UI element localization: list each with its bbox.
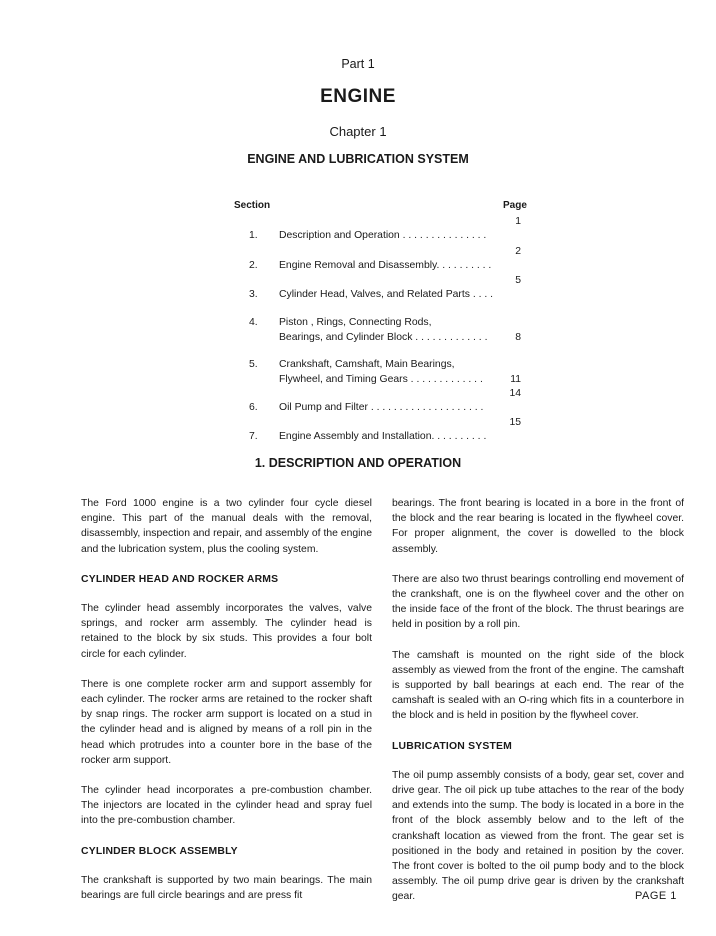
paragraph: There is one complete rocker arm and support assembly for each cylinder. The rocker arms are retained to the rocker shaft by snap rings. The rocker arm support is located on a stud in the cylinder head and is aligned by means of a roll pin in the head which protrudes into a counter bore in the base of the rocker arm support.: [81, 678, 372, 766]
paragraph: The oil pump assembly consists of a body, gear set, cover and drive gear. The oil pick up tube attaches to the rear of the body and extends into the sump. The body is located in a bore in the front of the block assembly below and to the left of the crankshaft location as viewed from the front. The gear set is positioned in the body and retained in position by the cover. The front cover is bolted to the oil pump body and to the block assembly. The oil pump drive gear is driven by the crankshaft gear.: [392, 769, 684, 903]
toc-item-page: 5: [515, 274, 521, 286]
left-column: [81, 496, 372, 918]
toc-item: [249, 358, 521, 387]
toc-page-header: Page: [503, 200, 527, 211]
paragraph: The cylinder head incorporates a pre-combustion chamber. The injectors are located in the cylinder head and spray fuel into the pre-combustion chamber.: [81, 785, 372, 827]
toc-item-number: 2.: [249, 260, 258, 271]
toc-item: [249, 316, 521, 345]
toc-item-title: Engine Assembly and Installation. . . . . . . . . .: [279, 431, 487, 442]
page-title: ENGINE: [320, 86, 396, 107]
toc-item-page: 15: [509, 416, 521, 428]
intro-paragraph: The Ford 1000 engine is a two cylinder four cycle diesel engine. This part of the manual deals with the removal, disassembly, inspection and repair, and assembly of the engine and the lubrication system, plus the cooling system.: [81, 498, 372, 555]
toc-item-page: 1: [515, 215, 521, 227]
lubrication-system-heading: LUBRICATION SYSTEM: [392, 740, 513, 752]
toc-item-title: Crankshaft, Camshaft, Main Bearings, Flywheel, and Timing Gears . . . . . . . . . . . . .: [279, 359, 483, 385]
chapter-label: Chapter 1: [329, 124, 387, 139]
cylinder-block-heading: CYLINDER BLOCK ASSEMBLY: [81, 845, 238, 857]
section-heading: 1. DESCRIPTION AND OPERATION: [254, 456, 462, 470]
toc-item-title: Engine Removal and Disassembly. . . . . . . . . .: [279, 260, 492, 271]
toc-item-page: 14: [509, 387, 521, 399]
toc-item-title: Cylinder Head, Valves, and Related Parts . . . .: [279, 289, 494, 300]
toc-item-number: 5.: [249, 359, 258, 370]
toc-item-title: Oil Pump and Filter . . . . . . . . . . . . . . . . . . . .: [279, 402, 484, 413]
right-column: [392, 496, 684, 920]
paragraph: The camshaft is mounted on the right side of the block assembly as viewed from the front of the engine. The camshaft is supported by ball bearings at each end. The rear of the camshaft is sealed with an O-ring which fits in a counterbore in the block and is held in position by the flywheel cover.: [392, 649, 684, 722]
toc-section-header: Section: [234, 200, 271, 211]
part-label: Part 1: [341, 57, 375, 71]
page-number: PAGE 1: [635, 890, 677, 902]
toc-item-number: 4.: [249, 317, 258, 328]
toc-item-number: 3.: [249, 289, 258, 300]
chapter-title: ENGINE AND LUBRICATION SYSTEM: [247, 152, 469, 166]
toc-item-page: 8: [515, 331, 521, 343]
paragraph: The cylinder head assembly incorporates the valves, valve springs, and rocker arm assembly. The cylinder head is retained to the block by six studs. This provides a four bolt circle for each cylinder.: [81, 603, 372, 660]
toc-item-number: 1.: [249, 230, 258, 241]
paragraph: The crankshaft is supported by two main bearings. The main bearings are full circle bearings and are press fit: [81, 874, 372, 902]
toc-item-number: 7.: [249, 431, 258, 442]
paragraph: There are also two thrust bearings controlling end movement of the crankshaft, one is on the flywheel cover and the other on the inside face of the front of the block. The thrust bearings are held in position by a roll pin.: [392, 573, 684, 631]
paragraph: bearings. The front bearing is located in a bore in the front of the block and the rear bearing is located in the flywheel cover. For proper alignment, the cover is dowelled to the block assembly.: [392, 498, 684, 555]
toc-item-title: Description and Operation . . . . . . . . . . . . . . .: [279, 230, 487, 241]
toc-item-page: 11: [510, 373, 521, 385]
toc-item-page: 2: [515, 245, 521, 257]
toc-item-title: Piston , Rings, Connecting Rods, Bearings, and Cylinder Block . . . . . . . . . . . . .: [279, 317, 488, 343]
cylinder-head-heading: CYLINDER HEAD AND ROCKER ARMS: [81, 573, 279, 585]
toc-item-number: 6.: [249, 402, 258, 413]
